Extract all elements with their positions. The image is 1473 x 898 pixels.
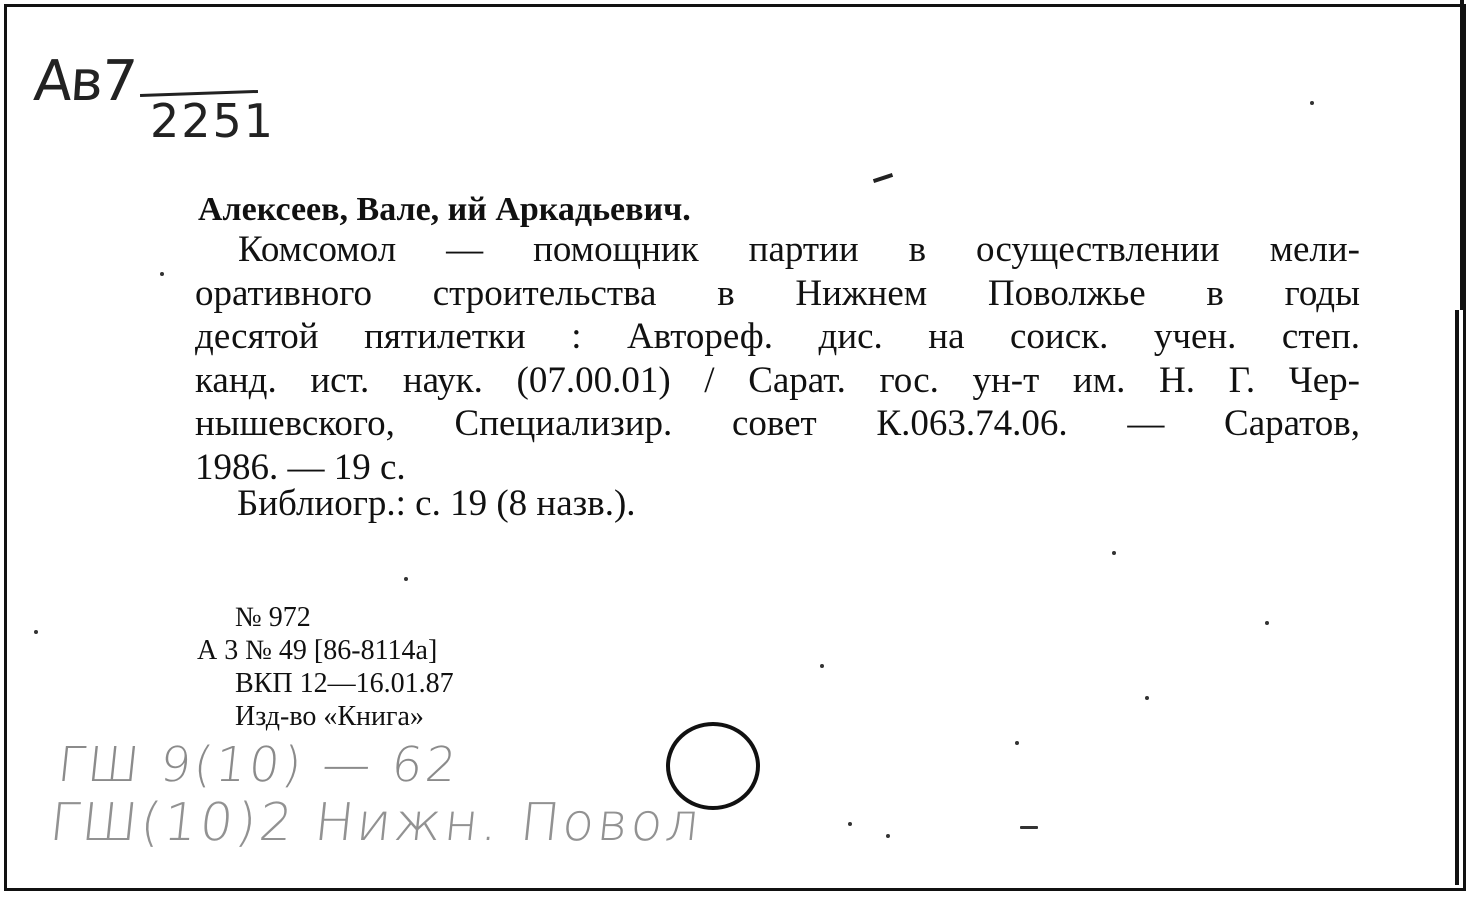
bibliography-note: Библиогр.: с. 19 (8 назв.). <box>237 483 636 524</box>
entry-line: 1986. — 19 с. <box>195 446 406 488</box>
shelfmark-prefix: Ав7 <box>31 49 138 114</box>
entry-line: Комсомол — помощник партии в осуществлении мели- <box>238 229 1360 270</box>
bibliographic-entry <box>195 228 1360 489</box>
speck <box>34 630 38 634</box>
speck <box>886 834 890 838</box>
speck <box>848 822 852 826</box>
speck <box>1310 101 1314 105</box>
entry-line: нышевского, Специализир. совет К.063.74.06. — Саратов, <box>195 403 1360 444</box>
card-edge <box>1460 0 1464 310</box>
card-edge-offset <box>1455 310 1459 885</box>
handwritten-classification-code: ГШ(10)2 Нижн. Повол <box>46 793 706 853</box>
speck <box>1112 551 1116 555</box>
author-heading: Алексеев, Вале, ий Аркадьевич. <box>198 191 691 228</box>
speck <box>1265 621 1269 625</box>
handwritten-classification-code: ГШ 9(10) — 62 <box>55 737 462 793</box>
record-number: № 972 <box>235 602 311 633</box>
speck <box>1020 826 1038 829</box>
speck <box>404 577 408 581</box>
shelfmark-number: 2251 <box>150 94 276 148</box>
entry-line: канд. ист. наук. (07.00.01) / Сарат. гос. ун-т им. Н. Г. Чер- <box>195 359 1360 401</box>
record-publisher: Изд-во «Книга» <box>235 701 424 732</box>
record-vkp: ВКП 12—16.01.87 <box>235 668 454 699</box>
entry-line: оративного строительства в Нижнем Поволжье в годы <box>195 272 1360 314</box>
entry-line: десятой пятилетки : Автореф. дис. на соиск. учен. степ. <box>195 316 1360 357</box>
speck <box>1015 741 1019 745</box>
speck <box>820 664 824 668</box>
record-series: А 3 № 49 [86-8114а] <box>197 635 438 666</box>
speck <box>1145 696 1149 700</box>
speck <box>160 272 164 276</box>
